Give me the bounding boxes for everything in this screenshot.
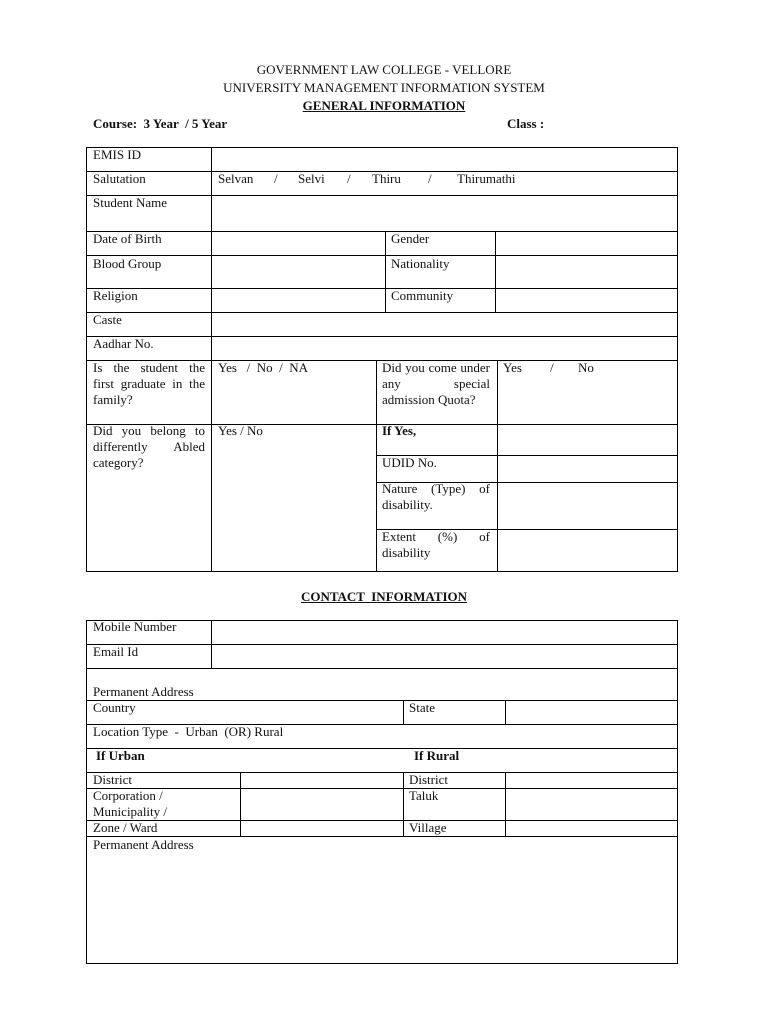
differently-abled-options[interactable]: Yes / No	[218, 423, 263, 438]
village-input-cell[interactable]	[505, 820, 678, 837]
udid-label: UDID No.	[382, 455, 437, 470]
student-name-input-cell[interactable]	[211, 195, 678, 232]
religion-label: Religion	[93, 288, 138, 303]
state-input-cell[interactable]	[505, 700, 678, 725]
taluk-input-cell[interactable]	[505, 788, 678, 821]
salutation-option-selvi[interactable]: Selvi	[298, 171, 325, 186]
general-information-heading: GENERAL INFORMATION	[302, 98, 466, 113]
corporation-label: Corporation / Municipality /	[93, 788, 168, 819]
gender-label: Gender	[391, 231, 430, 246]
mobile-number-label: Mobile Number	[93, 619, 177, 634]
emis-id-label: EMIS ID	[93, 147, 142, 162]
if-rural-label: If Rural	[414, 748, 460, 763]
caste-input-cell[interactable]	[211, 312, 678, 337]
special-quota-option-no[interactable]: No	[578, 360, 594, 375]
dob-label: Date of Birth	[93, 231, 162, 246]
email-input-cell[interactable]	[211, 644, 678, 669]
if-yes-input-cell[interactable]	[497, 424, 678, 456]
aadhar-label: Aadhar No.	[93, 336, 154, 351]
nationality-input-cell[interactable]	[495, 255, 678, 289]
salutation-option-thirumathi[interactable]: Thirumathi	[457, 171, 516, 186]
system-title: UNIVERSITY MANAGEMENT INFORMATION SYSTEM	[223, 80, 545, 95]
caste-label: Caste	[93, 312, 122, 327]
district-urban-label: District	[93, 772, 132, 787]
special-quota-separator: /	[550, 360, 554, 375]
state-label: State	[409, 700, 435, 715]
aadhar-input-cell[interactable]	[211, 336, 678, 361]
emis-input-cell[interactable]	[211, 147, 678, 172]
udid-input-cell[interactable]	[497, 455, 678, 483]
district-rural-input-cell[interactable]	[505, 772, 678, 789]
salutation-option-thiru[interactable]: Thiru	[372, 171, 401, 186]
nature-input-cell[interactable]	[497, 482, 678, 530]
blood-group-input-cell[interactable]	[211, 255, 386, 289]
country-label: Country	[93, 700, 136, 715]
community-input-cell[interactable]	[495, 288, 678, 313]
first-graduate-options[interactable]: Yes / No / NA	[218, 360, 309, 375]
special-quota-question: Did you come under any special admission Quota?	[382, 360, 490, 407]
permanent-address-label: Permanent Address	[93, 684, 194, 699]
corporation-input-cell[interactable]	[240, 788, 404, 821]
if-urban-label: If Urban	[96, 748, 145, 763]
salutation-separator: /	[428, 171, 432, 186]
village-label: Village	[409, 820, 447, 835]
email-id-label: Email Id	[93, 644, 139, 659]
zone-ward-label: Zone / Ward	[93, 820, 158, 835]
differently-abled-question: Did you belong to differently Abled category?	[93, 423, 205, 470]
nature-of-disability-label: Nature (Type) of disability.	[382, 481, 490, 512]
class-label: Class :	[507, 116, 545, 131]
mobile-input-cell[interactable]	[211, 620, 678, 645]
contact-information-heading: CONTACT INFORMATION	[300, 589, 468, 604]
salutation-separator: /	[347, 171, 351, 186]
urban-rural-header-cell	[86, 748, 678, 773]
gender-input-cell[interactable]	[495, 231, 678, 256]
district-rural-label: District	[409, 772, 448, 787]
extent-of-disability-label: Extent (%) of disability	[382, 529, 490, 560]
permanent-address-box[interactable]	[86, 836, 678, 964]
blood-group-label: Blood Group	[93, 256, 162, 271]
special-quota-option-yes[interactable]: Yes	[503, 360, 522, 375]
dob-input-cell[interactable]	[211, 231, 386, 256]
college-title: GOVERNMENT LAW COLLEGE - VELLORE	[256, 62, 512, 77]
differently-abled-options-cell	[211, 424, 377, 572]
student-name-label: Student Name	[93, 195, 168, 210]
salutation-label: Salutation	[93, 171, 146, 186]
religion-input-cell[interactable]	[211, 288, 386, 313]
course-label: Course: 3 Year / 5 Year	[93, 116, 228, 131]
taluk-label: Taluk	[409, 788, 439, 803]
first-graduate-question: Is the student the first graduate in the family?	[93, 360, 205, 407]
location-type-label[interactable]: Location Type - Urban (OR) Rural	[93, 724, 284, 739]
salutation-separator: /	[274, 171, 278, 186]
district-urban-input-cell[interactable]	[240, 772, 404, 789]
community-label: Community	[391, 288, 454, 303]
permanent-address-label-2: Permanent Address	[93, 837, 194, 852]
salutation-options-cell	[211, 171, 678, 196]
extent-input-cell[interactable]	[497, 529, 678, 572]
if-yes-label: If Yes,	[382, 423, 417, 438]
nationality-label: Nationality	[391, 256, 450, 271]
salutation-option-selvan[interactable]: Selvan	[218, 171, 254, 186]
zone-input-cell[interactable]	[240, 820, 404, 837]
